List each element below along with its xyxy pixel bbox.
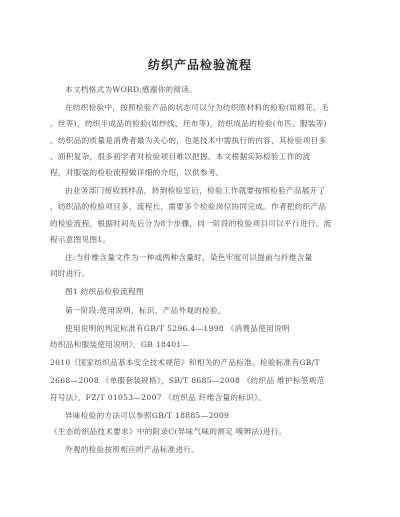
text-line: 同时进行。 [50,269,90,279]
text-line: 程示意图见图1。 [50,234,111,244]
text-line: 2668—2008 《单服套装规格》，SB/T 8685—2008 《纺织品 维护标签规范 [50,376,325,386]
text-line: 、丝等)，纺织半成品的检验(如纱线、坯布等)，纺织成品的检验(布匹、服装等) [50,119,327,129]
text-line: 纺织品和服装使用说明》，GB 18401— [50,340,190,350]
text-line: 外观的检验按照相应的产品标准进行。 [65,445,200,455]
text-line: 注:当纤维含量文件为一种或两种含量时，染色牢度可以提前与纤维含量 [65,253,313,263]
text-line: 2010《国家纺织品基本安全技术规范》和相关的产品标准。检验标准有GB/T [50,358,320,368]
text-line: 图1 纺织品检验流程图 [65,287,144,297]
text-line: 使用说明的判定标准有GB/T 5296.4—1998 《消费品使用说明 [65,323,290,333]
text-line: 的检验流程，根据时间先后分为8个步骤，同一阶段的检验项目可以平行进行。流 [50,218,332,228]
text-line: 在纺织检验中，按照检验产品的状态可以分为纺织原材料的检验(如棉花、毛 [65,103,329,113]
text-line: ，纺织品的检验项目多，流程长，需要多个检验岗位协同完成。作者把纺织产品 [50,202,327,212]
text-line: 程，对服装的检验流程做详细的介绍，以供参考。 [50,168,224,178]
text-line: 、面积复杂，很多初学者对检验项目难以把握。本文根据实际检验工作的流 [50,151,311,161]
text-line: 第一阶段:使用说明、标识、产品外观的检验。 [65,305,226,315]
text-line: 异味检验的方法可以参照GB/T 18885—2009 [65,410,230,420]
text-line: 符号法》，FZ/T 01053—2007 《纺织品 纤维含量的标识》。 [50,392,267,402]
text-line: 。纺织品的质量是消费者最为关心的，也是技术中需执行的内容，其检验项目多 [50,135,327,145]
text-line: 由业务部门接收到样品，转到检验室后，检验工作就要按照检验产品展开了 [65,186,326,196]
text-line: 本文档格式为WORD,感谢你的阅读。 [65,85,198,94]
document-title: 纺织产品检验流程 [147,58,252,72]
document-body [50,85,356,455]
text-line: 《生态纺织品技术要求》中的附录C(异味气味的测定 嗅辨法)进行。 [50,427,287,437]
